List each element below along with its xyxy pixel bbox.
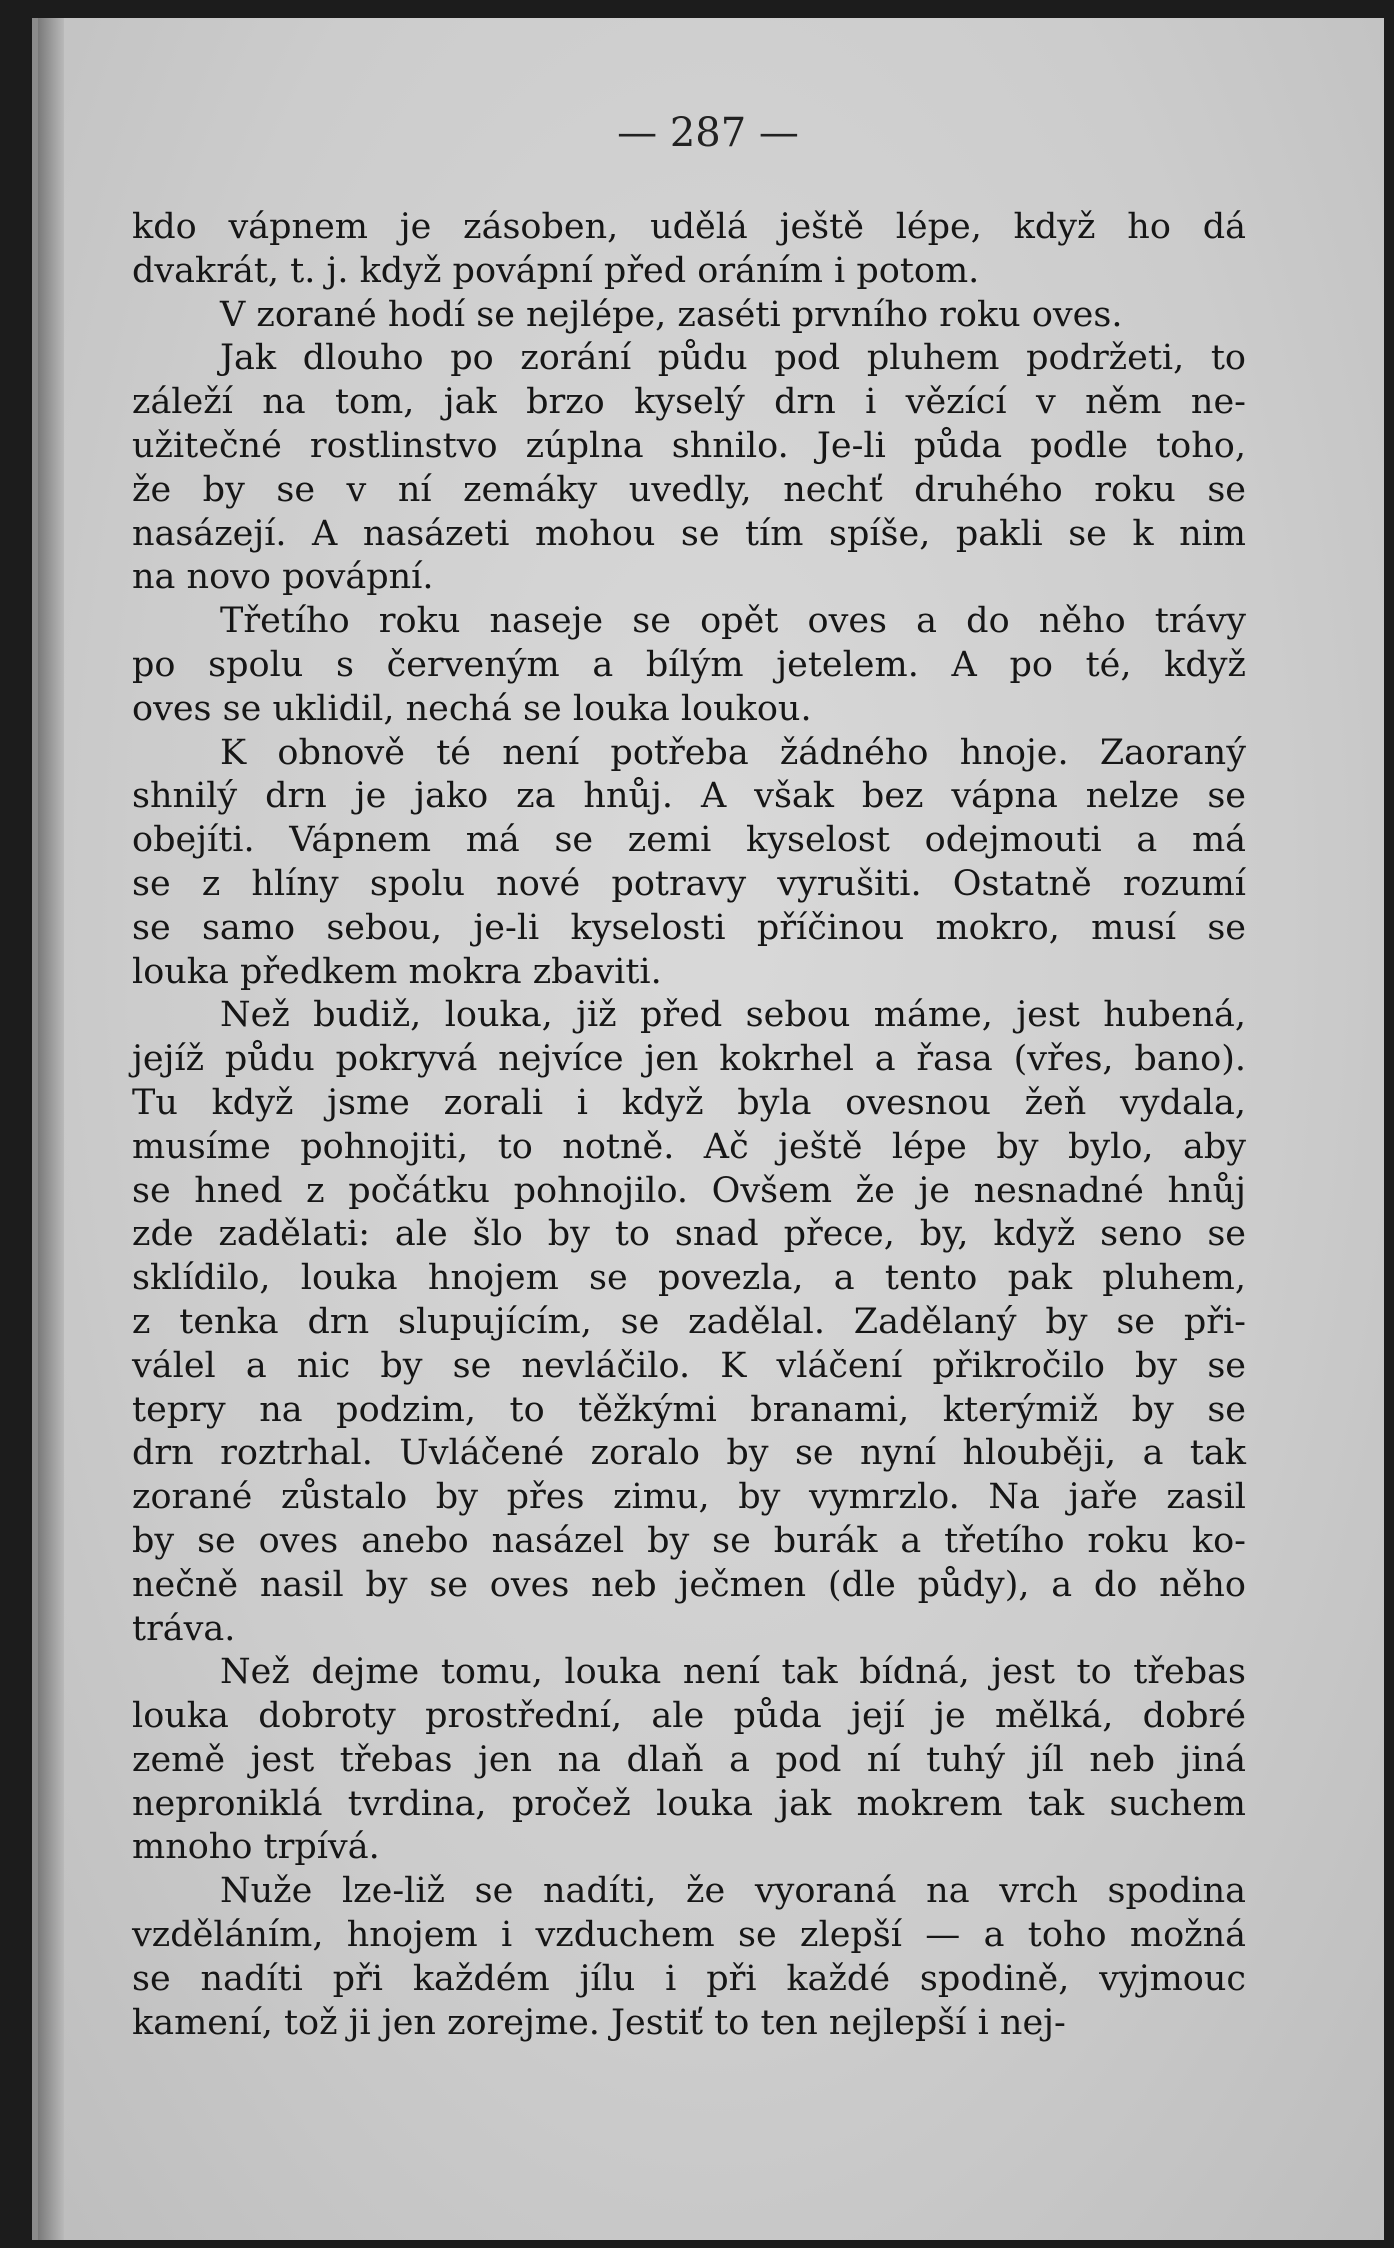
text-line: se z hlíny spolu nové potravy vyrušiti. Ostatně rozumí [132,863,1246,904]
paragraph [132,732,1246,995]
text-line: Jak dlouho po zorání půdu pod pluhem podržeti, to [220,338,1246,379]
text-line: Tu když jsme zorali i když byla ovesnou žeň vydala, [132,1082,1246,1123]
paragraph [132,600,1246,731]
text-line: sklídilo, louka hnojem se povezla, a tento pak pluhem, [132,1258,1246,1299]
body-text [132,206,1246,2045]
book-page [32,18,1384,2240]
text-line: se nadíti při každém jílu i při každé spodině, vyjmouc [132,1958,1246,1999]
text-line: zorané zůstalo by přes zimu, by vymrzlo. Na jaře zasil [132,1477,1246,1518]
text-line: z tenka drn slupujícím, se zadělal. Zadělaný by se při- [132,1301,1246,1342]
text-line: země jest třebas jen na dlaň a pod ní tuhý jíl neb jiná [132,1739,1246,1780]
text-line: drn roztrhal. Uvláčené zoralo by se nyní hlouběji, a tak [132,1433,1246,1474]
text-line: kdo vápnem je zásoben, udělá ještě lépe, když ho dá [132,207,1246,247]
text-line: na novo povápní. [132,557,434,598]
text-line: nasázejí. A nasázeti mohou se tím spíše, pakli se k nim [132,513,1246,554]
text-line: že by se v ní zemáky uvedly, nechť druhého roku se [132,469,1246,510]
text-line: shnilý drn je jako za hnůj. A však bez vápna nelze se [132,776,1246,817]
text-line: K obnově té není potřeba žádného hnoje. Zaoraný [220,732,1246,773]
text-line: Třetího roku naseje se opět oves a do něho trávy [220,601,1246,642]
paragraph [132,994,1246,1651]
text-line: kamení, tož ji jen zorejme. Jestiť to ten nejlepší i nej- [132,2002,1066,2043]
text-line: válel a nic by se nevláčilo. K vláčení přikročilo by se [132,1345,1246,1386]
text-line: oves se uklidil, nechá se louka loukou. [132,688,812,729]
text-line: by se oves anebo nasázel by se burák a třetího roku ko- [132,1520,1246,1561]
text-line: obejíti. Vápnem má se zemi kyselost odejmouti a má [132,820,1246,861]
text-line: tepry na podzim, to těžkými branami, kterýmiž by se [132,1389,1246,1430]
text-line: neproniklá tvrdina, pročež louka jak mokrem tak suchem [132,1783,1246,1824]
text-line: dvakrát, t. j. když povápní před oráním i potom. [132,250,980,291]
text-line: louka dobroty prostřední, ale půda její je mělká, dobré [132,1696,1246,1737]
paragraph [132,206,1246,294]
text-line: se hned z počátku pohnojilo. Ovšem že je nesnadné hnůj [132,1170,1246,1211]
text-line: Než dejme tomu, louka není tak bídná, jest to třebas [220,1652,1246,1693]
page-number: — 287 — [617,110,799,156]
text-line: užitečné rostlinstvo zúplna shnilo. Je-li půda podle toho, [132,425,1246,466]
text-line: louka předkem mokra zbaviti. [132,951,662,992]
text-line: jejíž půdu pokryvá nejvíce jen kokrhel a řasa (vřes, bano). [132,1039,1246,1080]
text-line: vzděláním, hnojem i vzduchem se zlepší — a toho možná [132,1915,1246,1956]
paragraph [132,337,1246,600]
text-line: záleží na tom, jak brzo kyselý drn i vězící v něm ne- [132,382,1246,423]
text-line: tráva. [132,1608,236,1649]
text-line: musíme pohnojiti, to notně. Ač ještě lépe by bylo, aby [132,1126,1246,1167]
text-line: V zorané hodí se nejlépe, zaséti prvního roku oves. [220,294,1123,335]
text-line: zde zadělati: ale šlo by to snad přece, by, když seno se [132,1214,1246,1255]
text-line: Než budiž, louka, již před sebou máme, jest hubená, [220,995,1246,1036]
text-line: po spolu s červeným a bílým jetelem. A po té, když [132,644,1246,685]
text-line: se samo sebou, je-li kyselosti příčinou mokro, musí se [132,907,1246,948]
text-line: mnoho trpívá. [132,1827,380,1868]
text-line: nečně nasil by se oves neb ječmen (dle půdy), a do něho [132,1564,1246,1605]
paragraph [132,1870,1246,2045]
paragraph [132,1651,1246,1870]
page-spine-shadow [38,18,64,2240]
text-line: Nuže lze-liž se nadíti, že vyoraná na vrch spodina [220,1871,1246,1912]
paragraph [132,294,1246,338]
